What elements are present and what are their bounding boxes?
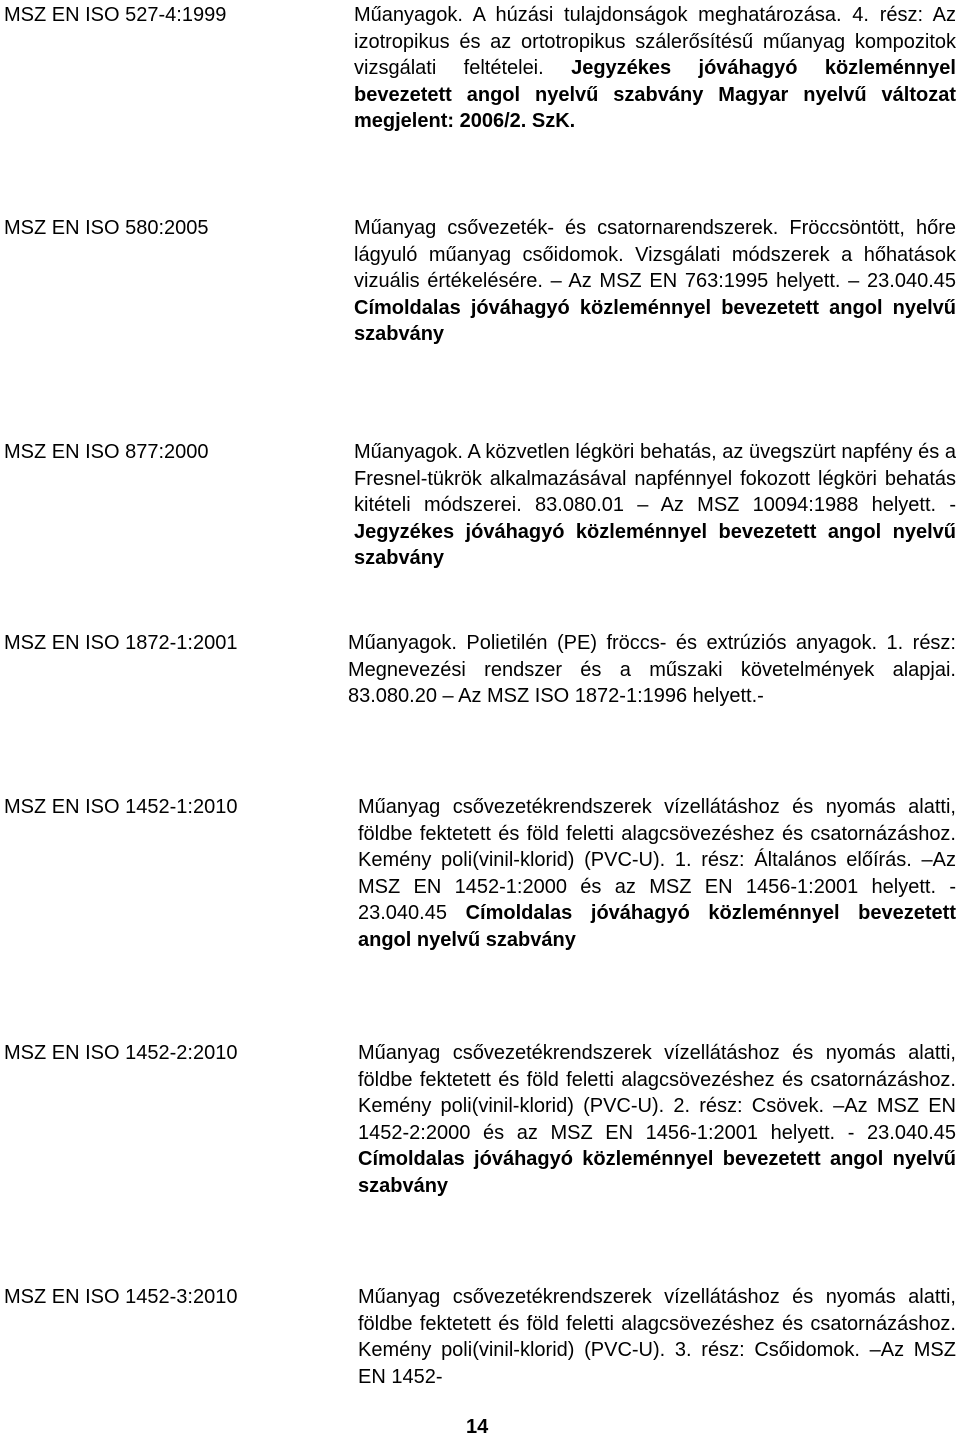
description-note: Címoldalas jóváhagyó közleménnyel bevezetett angol nyelvű szabvány	[358, 902, 956, 951]
description-note: Jegyzékes jóváhagyó közleménnyel bevezetett angol nyelvű szabvány	[354, 520, 956, 570]
standard-description	[354, 215, 956, 348]
description-text: Műanyag csővezetékrendszerek vízellátáshoz és nyomás alatti, földbe fektetett és föld feletti alagcsövezéshez és csatornázáshoz. Kemény poli(vinil-klorid) (PVC-U). 3. rész: Csőidomok. –Az MSZ EN 1452-	[358, 1286, 956, 1388]
description-note: Jegyzékes jóváhagyó közleménnyel bevezetett angol nyelvű szabvány Magyar nyelvű változat megjelent: 2006/2. SzK.	[354, 57, 956, 133]
description-text: Műanyagok. A közvetlen légköri behatás, az üvegszürt napfény és a Fresnel-tükrök alkalmazásával napfénnyel fokozott légköri behatás kitételi módszerei. 83.080.01 – Az MSZ 10094:1988 helyett. -	[354, 441, 956, 517]
standard-description	[348, 630, 956, 710]
description-text: Műanyagok. Polietilén (PE) fröccs- és extrúziós anyagok. 1. rész: Megnevezési rendszer és a műszaki követelmények alapjai. 83.080.20 – Az MSZ ISO 1872-1:1996 helyett.-	[348, 632, 956, 708]
standard-description	[354, 439, 956, 572]
standard-code: MSZ EN ISO 580:2005	[4, 217, 209, 239]
standard-code: MSZ EN ISO 1872-1:2001	[4, 632, 238, 654]
description-text: Műanyagok. A húzási tulajdonságok meghatározása. 4. rész: Az izotropikus és az ortotropikus szálerősítésű műanyag kompozitok vizsgálati feltételei.	[354, 4, 956, 80]
standard-code: MSZ EN ISO 1452-1:2010	[4, 796, 238, 818]
description-note: Címoldalas jóváhagyó közleménnyel bevezetett angol nyelvű szabvány	[358, 1148, 956, 1197]
standard-description	[358, 1040, 956, 1200]
standard-description	[358, 1284, 956, 1390]
standard-code: MSZ EN ISO 527-4:1999	[4, 4, 227, 26]
page-number: 14	[466, 1416, 489, 1438]
standard-description	[354, 2, 956, 135]
description-text: Műanyag csővezetékrendszerek vízellátáshoz és nyomás alatti, földbe fektetett és föld feletti alagcsövezéshez és csatornázáshoz. Kemény poli(vinil-klorid) (PVC-U). 2. rész: Csövek. –Az MSZ EN 1452-2:2000 és az MSZ EN 1456-1:2001 helyett. - 23.040.45	[358, 1042, 956, 1144]
description-text: Műanyag csővezeték- és csatornarendszerek. Fröccsöntött, hőre lágyuló műanyag csőidomok. Vizsgálati módszerek a hőhatások vizuális értékelésére. – Az MSZ EN 763:1995 helyett. – 23.040.45	[354, 217, 956, 293]
standard-description	[358, 794, 956, 954]
standard-code: MSZ EN ISO 1452-2:2010	[4, 1042, 238, 1064]
description-note: Címoldalas jóváhagyó közleménnyel bevezetett angol nyelvű szabvány	[354, 296, 956, 346]
standard-code: MSZ EN ISO 1452-3:2010	[4, 1286, 238, 1308]
standard-code: MSZ EN ISO 877:2000	[4, 441, 209, 463]
description-text: Műanyag csővezetékrendszerek vízellátáshoz és nyomás alatti, földbe fektetett és föld feletti alagcsövezéshez és csatornázáshoz. Kemény poli(vinil-klorid) (PVC-U). 1. rész: Általános előírás. –Az MSZ EN 1452-1:2000 és az MSZ EN 1456-1:2001 helyett. - 23.040.45	[358, 796, 956, 925]
